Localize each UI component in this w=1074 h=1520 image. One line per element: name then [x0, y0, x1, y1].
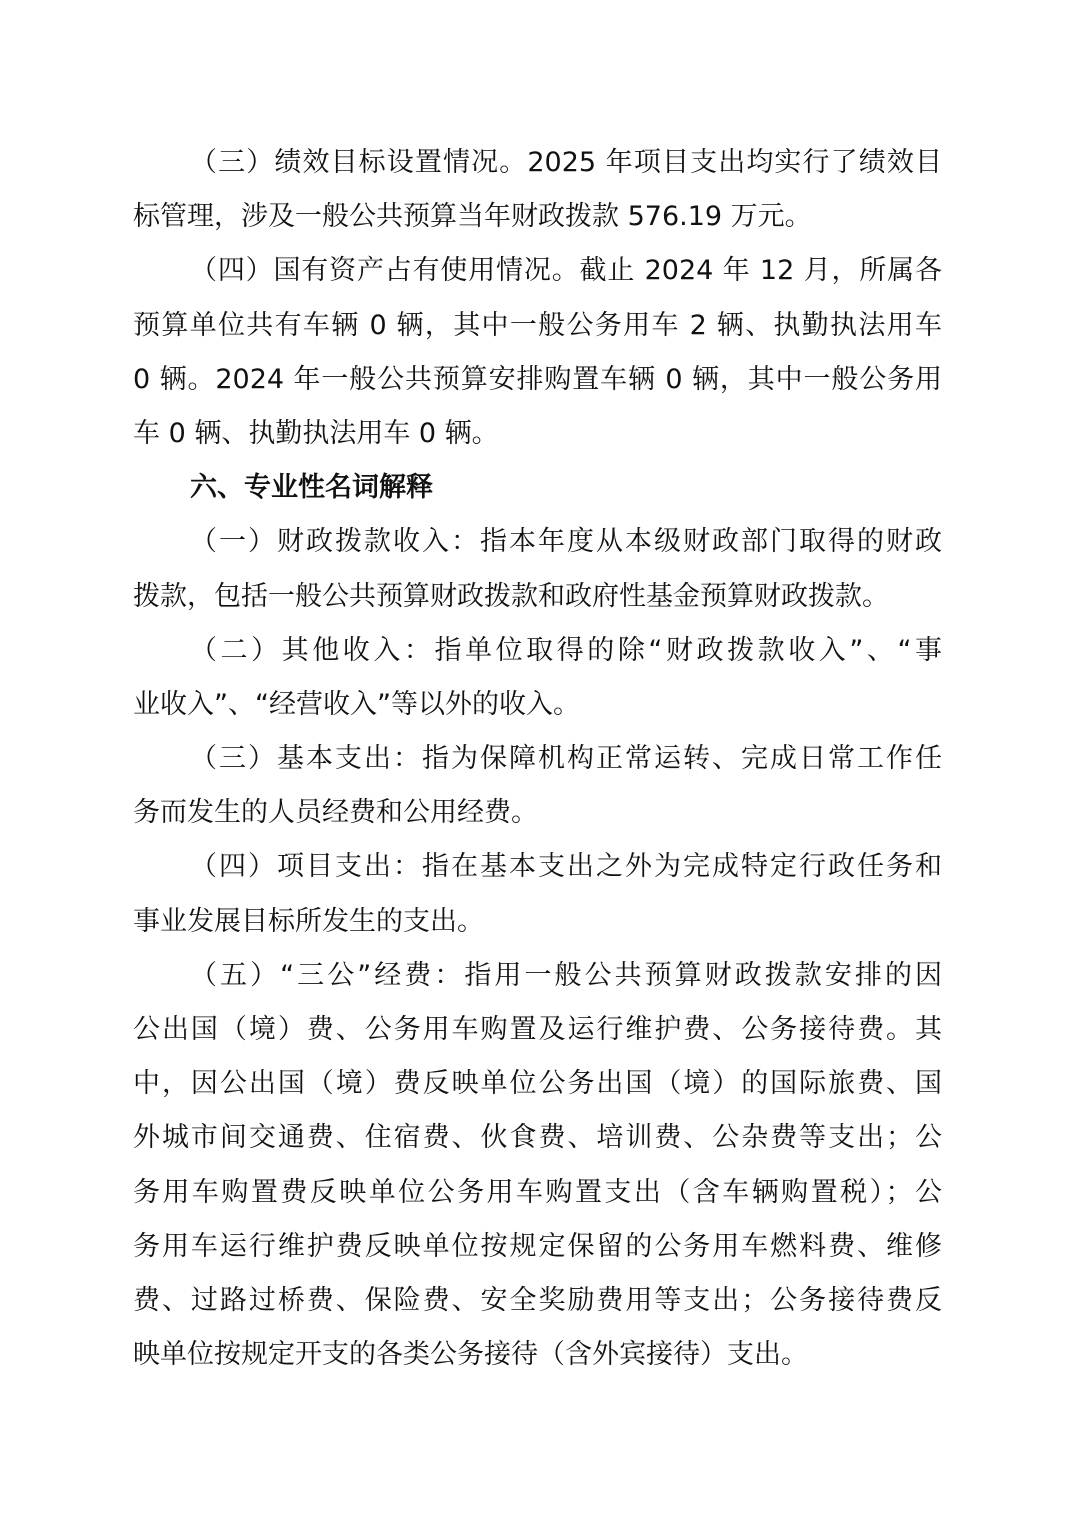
text-line: 车 0 辆、执勤执法用车 0 辆。 — [133, 417, 499, 449]
paragraph-fiscal-income — [133, 515, 942, 623]
section-heading: 六、专业性名词解释 — [190, 472, 433, 504]
paragraph-project-expenditure — [133, 840, 942, 948]
text-line: （五）“三公”经费：指用一般公共预算财政拨款安排的因 — [190, 959, 942, 991]
text-line: （三）基本支出：指为保障机构正常运转、完成日常工作任 — [190, 743, 942, 775]
text-line: 预算单位共有车辆 0 辆，其中一般公务用车 2 辆、执勤执法用车 — [133, 309, 942, 341]
text-line: 业收入”、“经营收入”等以外的收入。 — [133, 688, 580, 720]
text-line: 标管理，涉及一般公共预算当年财政拨款 576.19 万元。 — [133, 201, 812, 233]
text-line: 务用车购置费反映单位公务用车购置支出（含车辆购置税）；公 — [133, 1176, 942, 1208]
text-line: 0 辆。2024 年一般公共预算安排购置车辆 0 辆，其中一般公务用 — [133, 363, 942, 395]
document-page — [133, 136, 942, 1382]
paragraph-three-public-expenses — [133, 949, 942, 1383]
text-line: （三）绩效目标设置情况。2025 年项目支出均实行了绩效目 — [190, 147, 942, 178]
paragraph-state-assets — [133, 244, 942, 461]
paragraph-basic-expenditure — [133, 732, 942, 840]
text-line: 拨款，包括一般公共预算财政拨款和政府性基金预算财政拨款。 — [133, 580, 889, 612]
text-line: 映单位按规定开支的各类公务接待（含外宾接待）支出。 — [133, 1339, 808, 1371]
text-line: 公出国（境）费、公务用车购置及运行维护费、公务接待费。其 — [133, 1014, 942, 1045]
text-line: 务用车运行维护费反映单位按规定保留的公务用车燃料费、维修 — [133, 1230, 942, 1262]
text-line: 务而发生的人员经费和公用经费。 — [133, 797, 538, 829]
text-line: （二）其他收入：指单位取得的除“财政拨款收入”、“事 — [190, 634, 942, 666]
paragraph-performance-goals — [133, 136, 942, 244]
text-line: 外城市间交通费、住宿费、伙食费、培训费、公杂费等支出；公 — [133, 1122, 942, 1154]
paragraph-other-income — [133, 624, 942, 732]
text-line: 中，因公出国（境）费反映单位公务出国（境）的国际旅费、国 — [133, 1068, 942, 1100]
text-line: （一）财政拨款收入：指本年度从本级财政部门取得的财政 — [190, 526, 942, 558]
text-line: 费、过路过桥费、保险费、安全奖励费用等支出；公务接待费反 — [133, 1284, 942, 1316]
text-line: 事业发展目标所发生的支出。 — [133, 905, 484, 937]
text-line: （四）国有资产占有使用情况。截止 2024 年 12 月，所属各 — [190, 255, 942, 287]
text-line: （四）项目支出：指在基本支出之外为完成特定行政任务和 — [190, 851, 942, 883]
